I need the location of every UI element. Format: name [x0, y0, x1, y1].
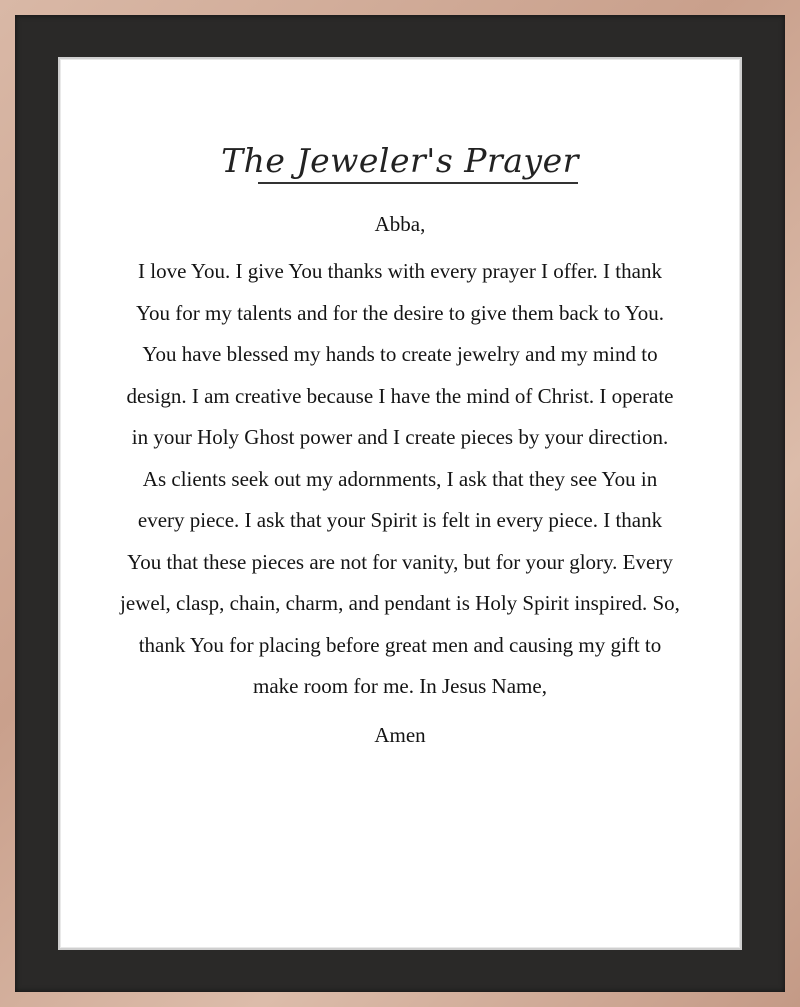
salutation: Abba,	[374, 212, 426, 236]
prayer-title: The Jeweler's Prayer	[221, 141, 579, 180]
closing: Amen	[374, 722, 426, 747]
prayer-sheet	[58, 57, 742, 950]
prayer-text-block	[120, 203, 680, 756]
prayer-body: I love You. I give You thanks with every prayer I offer. I thank You for my talents and for the desire to give them back to You. You have blessed my hands to create jewelry and my mind to design. I am creative because I have the mind of Christ. I operate in your Holy Ghost power and I create pieces by your direction. As clients seek out my adornments, I ask that they see You in every piece. I ask that your Spirit is felt in every piece. I thank You that these pieces are not for vanity, but for your glory. Every jewel, clasp, chain, charm, and pendant is Holy Spirit inspired. So, thank You for placing before great men and causing my gift to make room for me. In Jesus Name,	[120, 259, 680, 698]
frame-mat	[15, 15, 785, 992]
title-underline	[258, 182, 578, 184]
